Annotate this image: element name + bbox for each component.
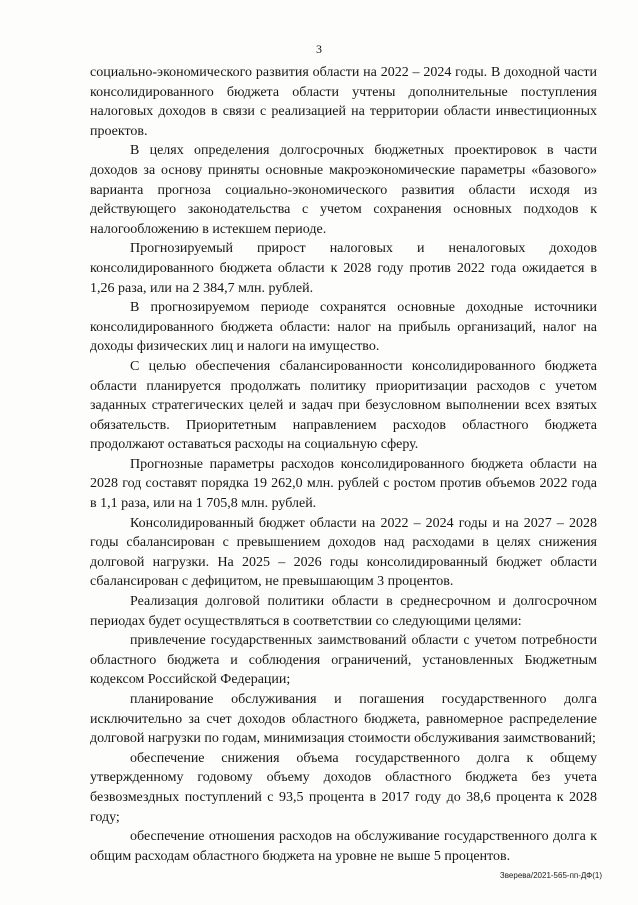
document-reference-code: Зверева/2021-565-пп-ДФ(1) [499,871,602,880]
page-number: 3 [316,42,322,56]
paragraph: Консолидированный бюджет области на 2022 – 2024 годы и на 2027 – 2028 годы сбалансирован с превышением доходов над расходами в целях снижения долговой нагрузки. На 2025 – 2026 годы консолидированный бюджет области сбалансирован с дефицитом, не превышающим 3 процентов. [90,515,597,590]
document-body [90,63,597,866]
list-item: привлечение государственных заимствований области с учетом потребности областного бюджета и соблюдения ограничений, установленных Бюджетным кодексом Российской Федерации; [90,633,597,688]
paragraph: Прогнозируемый прирост налоговых и неналоговых доходов консолидированного бюджета области к 2028 году против 2022 года ожидается в 1,26 раза, или на 2 384,7 млн. рублей. [90,241,597,296]
list-item: обеспечение снижения объема государственного долга к общему утвержденному годовому объему доходов областного бюджета без учета безвозмездных поступлений с 93,5 процента в 2017 году до 38,6 процента к 2028 году; [90,750,597,825]
paragraph: Реализация долговой политики области в среднесрочном и долгосрочном периодах будет осуществляться в соответствии со следующими целями: [90,594,597,629]
paragraph: социально-экономического развития области на 2022 – 2024 годы. В доходной части консолидированного бюджета области учтены дополнительные поступления налоговых доходов в связи с реализацией на территории области инвестиционных проектов. [90,65,597,139]
list-item: планирование обслуживания и погашения государственного долга исключительно за счет доходов областного бюджета, равномерное распределение долговой нагрузки по годам, минимизация стоимости обслуживания заимствований; [90,692,597,747]
paragraph: В целях определения долгосрочных бюджетных проектировок в части доходов за основу приняты основные макроэкономические параметры «базового» варианта прогноза социально-экономического развития области исходя из действующего законодательства с учетом сохранения основных подходов к налогообложению в истекшем периоде. [90,143,597,237]
list-item: обеспечение отношения расходов на обслуживание государственного долга к общим расходам областного бюджета на уровне не выше 5 процентов. [90,829,597,864]
paragraph: С целью обеспечения сбалансированности консолидированного бюджета области планируется продолжать политику приоритизации расходов с учетом заданных стратегических целей и задач при безусловном выполнении всех взятых обязательств. Приоритетным направлением расходов областного бюджета продолжают оставаться расходы на социальную сферу. [90,358,597,453]
paragraph: В прогнозируемом периоде сохранятся основные доходные источники консолидированного бюджета области: налог на прибыль организаций, налог на доходы физических лиц и налоги на имущество. [90,300,597,355]
paragraph: Прогнозные параметры расходов консолидированного бюджета области на 2028 год составят порядка 19 262,0 млн. рублей с ростом против объемов 2022 года в 1,1 раза, или на 1 705,8 млн. рублей. [90,456,597,512]
